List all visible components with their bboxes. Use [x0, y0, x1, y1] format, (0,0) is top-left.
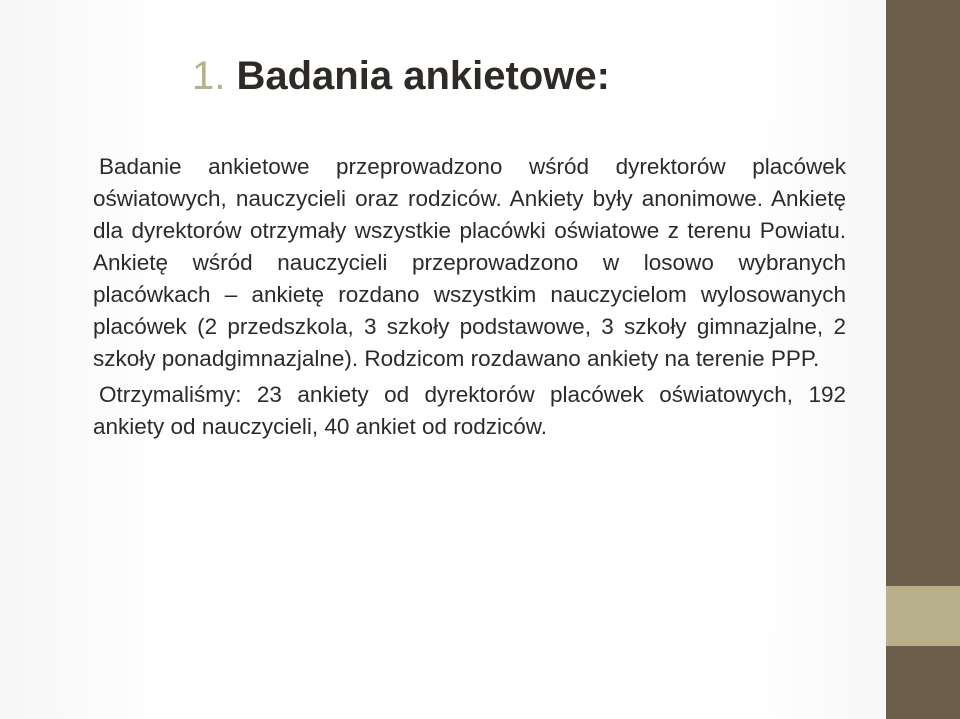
slide-body — [93, 151, 846, 443]
paragraph-survey-results: Otrzymaliśmy: 23 ankiety od dyrektorów placówek oświatowych, 192 ankiety od nauczycieli, 40 ankiet od rodziców. — [93, 382, 846, 439]
accent-bar-top — [886, 0, 960, 586]
title-text: Badania ankietowe: — [236, 54, 610, 98]
paragraph-survey-description: Badanie ankietowe przeprowadzono wśród dyrektorów placówek oświatowych, nauczycieli oraz rodziców. Ankiety były anonimowe. Ankietę dla dyrektorów otrzymały wszystkie placówki oświatowe z terenu Powiatu. Ankietę wśród nauczycieli przeprowadzono w losowo wybranych placówkach – ankietę rozdano wszystkim nauczycielom wylosowanych placówek (2 przedszkola, 3 szkoły podstawowe, 3 szkoły gimnazjalne, 2 szkoły ponadgimnazjalne). Rodzicom rozdawano ankiety na terenie PPP. — [93, 154, 846, 371]
slide-title — [192, 52, 610, 100]
accent-bar-bottom — [886, 646, 960, 719]
title-number: 1. — [192, 54, 226, 98]
accent-bar-middle — [886, 586, 960, 646]
